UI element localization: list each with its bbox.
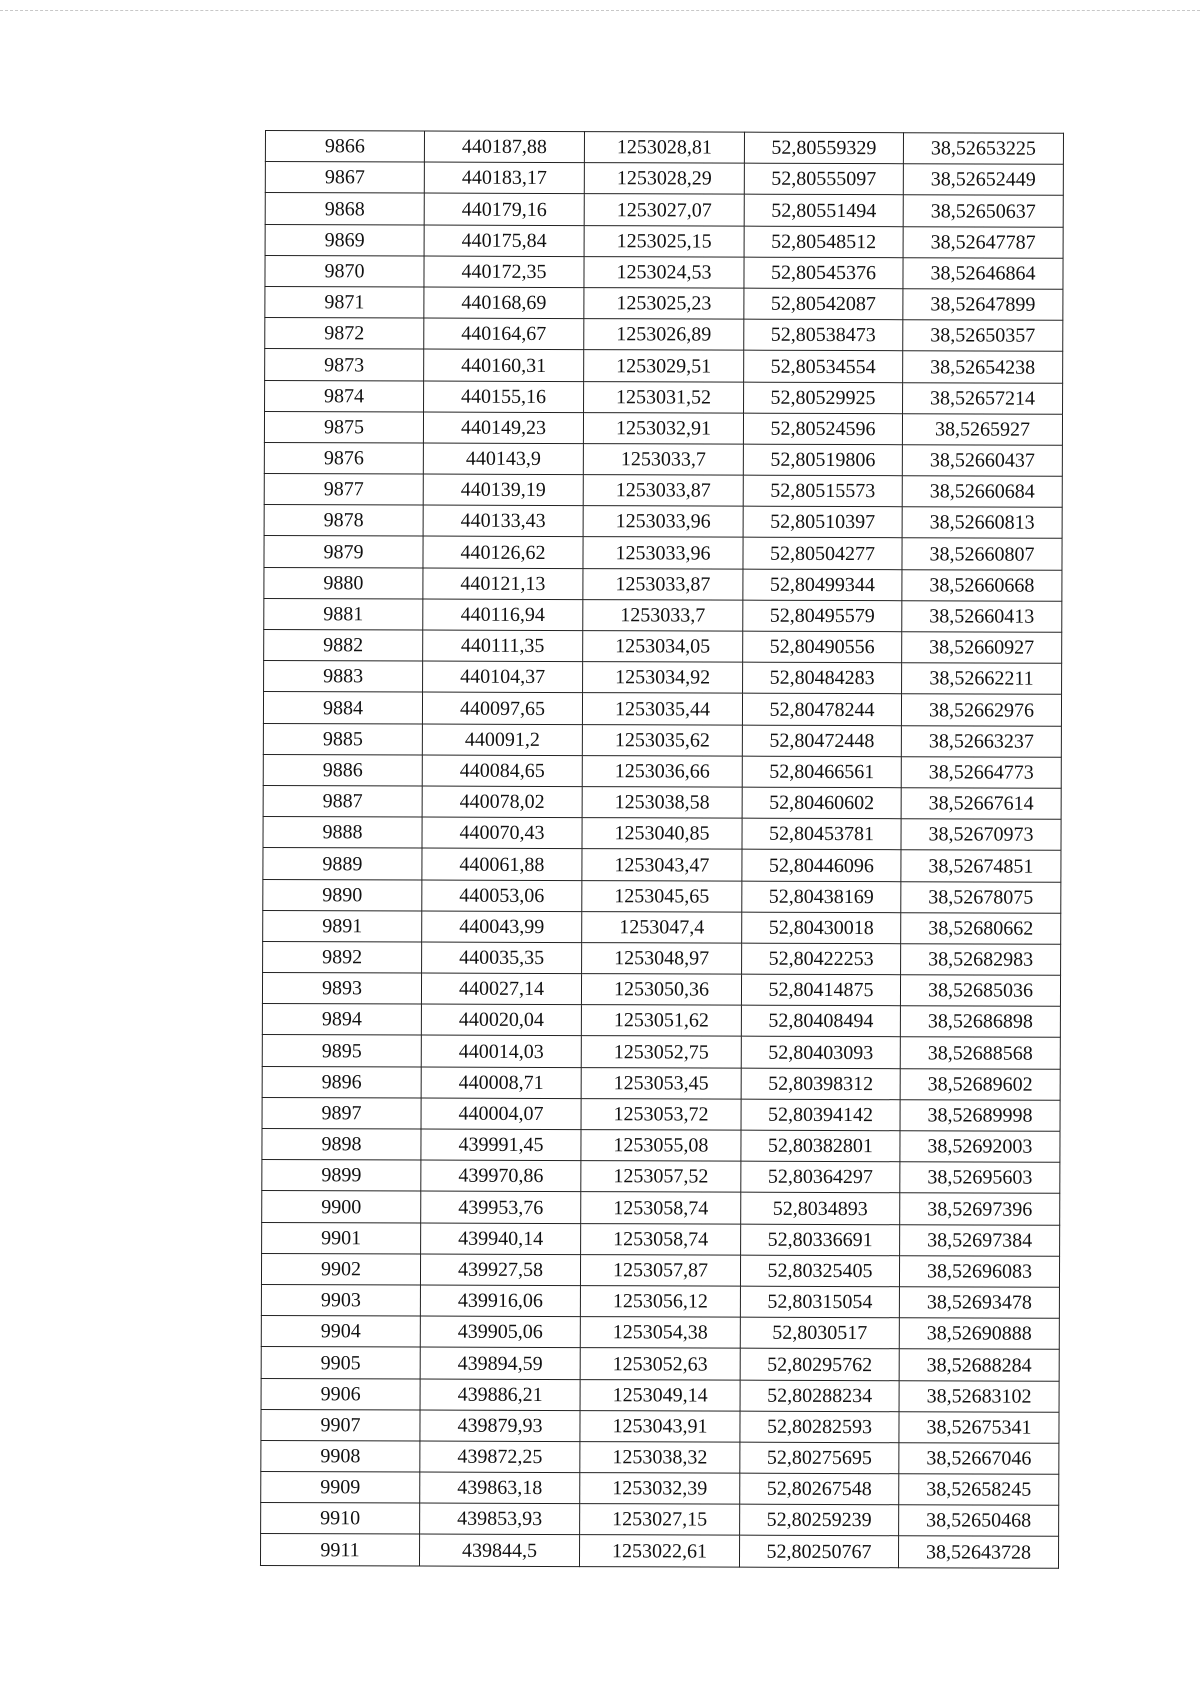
table-cell-x-coordinate: 439970,86 <box>421 1160 581 1192</box>
table-cell-latitude: 52,80446096 <box>742 849 901 881</box>
table-cell-point-number: 9888 <box>263 817 422 849</box>
table-cell-y-coordinate: 1253052,63 <box>580 1348 740 1380</box>
table-cell-point-number: 9870 <box>265 255 424 287</box>
table-cell-x-coordinate: 439894,59 <box>420 1347 580 1379</box>
table-cell-longitude: 38,52689998 <box>900 1100 1060 1132</box>
table-cell-y-coordinate: 1253045,65 <box>582 880 742 912</box>
table-row <box>262 1097 1060 1131</box>
table-cell-latitude: 52,80430018 <box>742 912 901 944</box>
table-cell-longitude: 38,52647787 <box>903 226 1063 258</box>
table-cell-point-number: 9911 <box>260 1534 419 1566</box>
table-cell-y-coordinate: 1253031,52 <box>584 381 744 413</box>
table-cell-x-coordinate: 440061,88 <box>422 848 582 880</box>
table-cell-point-number: 9866 <box>265 131 424 163</box>
table-cell-y-coordinate: 1253055,08 <box>581 1130 741 1162</box>
table-cell-y-coordinate: 1253033,96 <box>583 537 743 569</box>
table-cell-longitude: 38,52653225 <box>903 133 1063 165</box>
table-cell-x-coordinate: 439863,18 <box>420 1472 580 1504</box>
table-cell-longitude: 38,52686898 <box>900 1006 1060 1038</box>
table-cell-y-coordinate: 1253028,81 <box>584 132 744 164</box>
table-cell-longitude: 38,52650357 <box>903 320 1063 352</box>
table-cell-y-coordinate: 1253027,07 <box>584 194 744 226</box>
table-row <box>265 131 1063 165</box>
table-cell-y-coordinate: 1253040,85 <box>582 818 742 850</box>
table-cell-latitude: 52,80398312 <box>741 1068 900 1100</box>
table-row <box>265 224 1063 258</box>
table-row <box>265 349 1063 383</box>
table-cell-latitude: 52,80519806 <box>743 444 902 476</box>
table-cell-x-coordinate: 440078,02 <box>422 786 582 818</box>
table-cell-point-number: 9905 <box>261 1347 420 1379</box>
table-cell-point-number: 9891 <box>263 910 422 942</box>
table-cell-x-coordinate: 439991,45 <box>421 1129 581 1161</box>
table-cell-x-coordinate: 439953,76 <box>421 1191 581 1223</box>
table-row <box>261 1440 1059 1474</box>
table-row <box>265 162 1063 196</box>
table-cell-longitude: 38,52664773 <box>901 756 1061 788</box>
table-cell-point-number: 9885 <box>263 723 422 755</box>
table-cell-x-coordinate: 440008,71 <box>421 1067 581 1099</box>
table-row <box>263 879 1061 913</box>
table-row <box>264 442 1062 476</box>
table-cell-y-coordinate: 1253033,96 <box>583 506 743 538</box>
table-row <box>262 1128 1060 1162</box>
table-cell-latitude: 52,80534554 <box>744 350 903 382</box>
table-cell-latitude: 52,80478244 <box>742 694 901 726</box>
table-cell-latitude: 52,80250767 <box>739 1536 898 1568</box>
table-row <box>265 193 1063 227</box>
table-cell-point-number: 9907 <box>261 1409 420 1441</box>
table-cell-longitude: 38,52660437 <box>902 445 1062 477</box>
table-cell-latitude: 52,80325405 <box>740 1255 899 1287</box>
table-cell-longitude: 38,52695603 <box>900 1162 1060 1194</box>
table-row <box>263 723 1061 757</box>
table-cell-point-number: 9877 <box>264 474 423 506</box>
table-cell-x-coordinate: 440097,65 <box>422 692 582 724</box>
table-cell-point-number: 9899 <box>262 1160 421 1192</box>
table-row <box>263 754 1061 788</box>
table-cell-point-number: 9893 <box>262 973 421 1005</box>
table-cell-longitude: 38,52654238 <box>903 351 1063 383</box>
table-cell-longitude: 38,52667046 <box>899 1443 1059 1475</box>
table-cell-y-coordinate: 1253024,53 <box>584 256 744 288</box>
table-row <box>263 910 1061 944</box>
table-cell-y-coordinate: 1253051,62 <box>581 1005 741 1037</box>
table-row <box>265 286 1063 320</box>
table-cell-point-number: 9896 <box>262 1066 421 1098</box>
table-cell-x-coordinate: 439844,5 <box>419 1534 579 1566</box>
table-cell-latitude: 52,80382801 <box>741 1130 900 1162</box>
table-cell-point-number: 9868 <box>265 193 424 225</box>
table-cell-point-number: 9876 <box>264 442 423 474</box>
table-cell-latitude: 52,80453781 <box>742 818 901 850</box>
table-row <box>263 817 1061 851</box>
table-row <box>265 318 1063 352</box>
table-cell-longitude: 38,52670973 <box>901 819 1061 851</box>
table-cell-latitude: 52,80466561 <box>742 756 901 788</box>
table-cell-latitude: 52,80336691 <box>741 1224 900 1256</box>
table-cell-point-number: 9908 <box>261 1440 420 1472</box>
table-cell-x-coordinate: 439916,06 <box>420 1285 580 1317</box>
table-cell-latitude: 52,80545376 <box>744 257 903 289</box>
table-cell-y-coordinate: 1253034,05 <box>583 631 743 663</box>
table-cell-x-coordinate: 440070,43 <box>422 817 582 849</box>
table-cell-x-coordinate: 440155,16 <box>424 381 584 413</box>
table-cell-point-number: 9871 <box>265 286 424 318</box>
table-cell-x-coordinate: 440014,03 <box>421 1035 581 1067</box>
table-cell-point-number: 9904 <box>261 1316 420 1348</box>
table-cell-longitude: 38,52650637 <box>903 195 1063 227</box>
table-row <box>264 411 1062 445</box>
table-row <box>265 380 1063 414</box>
table-cell-y-coordinate: 1253033,87 <box>583 475 743 507</box>
table-cell-point-number: 9900 <box>262 1191 421 1223</box>
table-cell-x-coordinate: 440160,31 <box>424 349 584 381</box>
table-cell-latitude: 52,80538473 <box>744 319 903 351</box>
table-cell-y-coordinate: 1253022,61 <box>579 1535 739 1567</box>
table-row <box>264 505 1062 539</box>
table-cell-x-coordinate: 440168,69 <box>424 287 584 319</box>
table-row <box>264 536 1062 570</box>
table-cell-y-coordinate: 1253035,44 <box>582 693 742 725</box>
table-cell-longitude: 38,52682983 <box>901 944 1061 976</box>
table-row <box>261 1503 1059 1537</box>
table-cell-point-number: 9897 <box>262 1097 421 1129</box>
table-cell-point-number: 9894 <box>262 1004 421 1036</box>
table-cell-longitude: 38,52652449 <box>903 164 1063 196</box>
table-cell-latitude: 52,80403093 <box>741 1037 900 1069</box>
table-cell-longitude: 38,52658245 <box>899 1474 1059 1506</box>
table-cell-point-number: 9910 <box>261 1503 420 1535</box>
table-cell-latitude: 52,80484283 <box>743 662 902 694</box>
table-cell-y-coordinate: 1253043,91 <box>580 1410 740 1442</box>
table-cell-longitude: 38,52643728 <box>898 1536 1058 1568</box>
table-cell-latitude: 52,80408494 <box>741 1005 900 1037</box>
table-cell-latitude: 52,80460602 <box>742 787 901 819</box>
table-row <box>262 1191 1060 1225</box>
table-cell-point-number: 9881 <box>264 598 423 630</box>
table-cell-point-number: 9890 <box>263 879 422 911</box>
table-cell-latitude: 52,80524596 <box>743 413 902 445</box>
table-cell-point-number: 9901 <box>262 1222 421 1254</box>
table-cell-y-coordinate: 1253032,91 <box>583 412 743 444</box>
table-cell-x-coordinate: 440133,43 <box>423 505 583 537</box>
table-cell-latitude: 52,80259239 <box>740 1504 899 1536</box>
table-cell-x-coordinate: 439872,25 <box>420 1441 580 1473</box>
table-cell-latitude: 52,80472448 <box>742 725 901 757</box>
table-cell-x-coordinate: 439879,93 <box>420 1410 580 1442</box>
table-cell-x-coordinate: 440084,65 <box>422 755 582 787</box>
table-row <box>263 785 1061 819</box>
table-row <box>261 1409 1059 1443</box>
table-row <box>263 941 1061 975</box>
scan-edge-line <box>0 10 1200 11</box>
table-cell-point-number: 9872 <box>265 318 424 350</box>
table-row <box>261 1253 1059 1287</box>
table-row <box>264 598 1062 632</box>
table-cell-longitude: 38,52660927 <box>902 632 1062 664</box>
table-cell-y-coordinate: 1253033,7 <box>583 599 743 631</box>
table-cell-latitude: 52,80288234 <box>740 1380 899 1412</box>
table-cell-y-coordinate: 1253036,66 <box>582 755 742 787</box>
table-cell-y-coordinate: 1253050,36 <box>581 974 741 1006</box>
table-cell-latitude: 52,80559329 <box>744 132 903 164</box>
table-row <box>261 1378 1059 1412</box>
table-cell-point-number: 9879 <box>264 536 423 568</box>
table-cell-x-coordinate: 439853,93 <box>420 1503 580 1535</box>
table-cell-longitude: 38,52657214 <box>903 382 1063 414</box>
table-cell-y-coordinate: 1253038,32 <box>580 1441 740 1473</box>
table-cell-latitude: 52,80295762 <box>740 1348 899 1380</box>
table-cell-longitude: 38,52667614 <box>901 788 1061 820</box>
table-cell-latitude: 52,8034893 <box>741 1193 900 1225</box>
table-cell-longitude: 38,52683102 <box>899 1380 1059 1412</box>
table-cell-latitude: 52,80267548 <box>740 1473 899 1505</box>
table-cell-y-coordinate: 1253025,15 <box>584 225 744 257</box>
table-row <box>264 474 1062 508</box>
table-cell-x-coordinate: 440139,19 <box>423 474 583 506</box>
table-cell-latitude: 52,80510397 <box>743 506 902 538</box>
table-cell-longitude: 38,52692003 <box>900 1131 1060 1163</box>
table-cell-y-coordinate: 1253043,47 <box>582 849 742 881</box>
table-cell-point-number: 9880 <box>264 567 423 599</box>
table-cell-y-coordinate: 1253056,12 <box>580 1286 740 1318</box>
table-row <box>262 1160 1060 1194</box>
table-cell-y-coordinate: 1253047,4 <box>582 911 742 943</box>
table-cell-y-coordinate: 1253053,72 <box>581 1098 741 1130</box>
table-cell-point-number: 9889 <box>263 848 422 880</box>
table-cell-y-coordinate: 1253029,51 <box>584 350 744 382</box>
table-cell-x-coordinate: 439927,58 <box>420 1254 580 1286</box>
table-cell-x-coordinate: 440121,13 <box>423 568 583 600</box>
table-cell-x-coordinate: 440126,62 <box>423 536 583 568</box>
table-cell-longitude: 38,52690888 <box>899 1318 1059 1350</box>
table-cell-y-coordinate: 1253054,38 <box>580 1317 740 1349</box>
table-cell-longitude: 38,52675341 <box>899 1411 1059 1443</box>
table-cell-latitude: 52,80422253 <box>742 943 901 975</box>
table-cell-y-coordinate: 1253058,74 <box>581 1192 741 1224</box>
table-cell-y-coordinate: 1253052,75 <box>581 1036 741 1068</box>
table-cell-y-coordinate: 1253027,15 <box>580 1504 740 1536</box>
table-row <box>261 1316 1059 1350</box>
table-row <box>263 848 1061 882</box>
table-cell-longitude: 38,52685036 <box>900 975 1060 1007</box>
table-cell-y-coordinate: 1253053,45 <box>581 1067 741 1099</box>
table-cell-x-coordinate: 440091,2 <box>422 724 582 756</box>
table-cell-y-coordinate: 1253058,74 <box>581 1223 741 1255</box>
table-cell-y-coordinate: 1253038,58 <box>582 787 742 819</box>
table-cell-longitude: 38,52660684 <box>902 476 1062 508</box>
table-cell-longitude: 38,52662211 <box>902 663 1062 695</box>
table-cell-y-coordinate: 1253028,29 <box>584 163 744 195</box>
table-cell-y-coordinate: 1253034,92 <box>583 662 743 694</box>
table-row <box>262 1066 1060 1100</box>
coordinate-table-body <box>260 131 1063 1568</box>
table-cell-longitude: 38,52689602 <box>900 1068 1060 1100</box>
coordinate-table-container <box>260 130 1064 1568</box>
table-cell-x-coordinate: 440053,06 <box>422 880 582 912</box>
table-cell-latitude: 52,80529925 <box>744 382 903 414</box>
table-cell-point-number: 9909 <box>261 1472 420 1504</box>
table-cell-point-number: 9884 <box>263 692 422 724</box>
table-cell-y-coordinate: 1253026,89 <box>584 319 744 351</box>
table-cell-point-number: 9898 <box>262 1128 421 1160</box>
table-cell-latitude: 52,80495579 <box>743 600 902 632</box>
table-row <box>261 1284 1059 1318</box>
table-cell-latitude: 52,8030517 <box>740 1317 899 1349</box>
table-cell-longitude: 38,52680662 <box>901 912 1061 944</box>
table-cell-point-number: 9883 <box>264 661 423 693</box>
table-cell-y-coordinate: 1253048,97 <box>582 942 742 974</box>
table-cell-latitude: 52,80551494 <box>744 195 903 227</box>
table-cell-x-coordinate: 440027,14 <box>421 973 581 1005</box>
table-cell-x-coordinate: 439940,14 <box>421 1223 581 1255</box>
table-cell-longitude: 38,52688284 <box>899 1349 1059 1381</box>
coordinate-table <box>260 130 1064 1568</box>
table-cell-longitude: 38,52660668 <box>902 569 1062 601</box>
table-cell-x-coordinate: 440187,88 <box>424 131 584 163</box>
table-cell-x-coordinate: 440004,07 <box>421 1098 581 1130</box>
table-cell-y-coordinate: 1253057,87 <box>580 1254 740 1286</box>
table-cell-longitude: 38,52693478 <box>899 1287 1059 1319</box>
table-cell-longitude: 38,52697384 <box>900 1224 1060 1256</box>
table-cell-longitude: 38,52662976 <box>901 694 1061 726</box>
table-cell-latitude: 52,80438169 <box>742 881 901 913</box>
table-cell-latitude: 52,80515573 <box>743 475 902 507</box>
table-cell-x-coordinate: 439905,06 <box>420 1316 580 1348</box>
table-cell-x-coordinate: 440020,04 <box>421 1004 581 1036</box>
table-cell-point-number: 9887 <box>263 785 422 817</box>
table-cell-latitude: 52,80364297 <box>741 1161 900 1193</box>
table-cell-y-coordinate: 1253033,87 <box>583 568 743 600</box>
table-cell-point-number: 9867 <box>265 162 424 194</box>
table-cell-point-number: 9903 <box>261 1284 420 1316</box>
table-cell-x-coordinate: 440111,35 <box>423 630 583 662</box>
table-cell-y-coordinate: 1253025,23 <box>584 288 744 320</box>
table-cell-x-coordinate: 439886,21 <box>420 1379 580 1411</box>
table-row <box>264 567 1062 601</box>
table-cell-point-number: 9874 <box>265 380 424 412</box>
table-cell-longitude: 38,52660413 <box>902 601 1062 633</box>
table-cell-latitude: 52,80394142 <box>741 1099 900 1131</box>
table-cell-x-coordinate: 440116,94 <box>423 599 583 631</box>
table-cell-y-coordinate: 1253033,7 <box>583 443 743 475</box>
table-cell-point-number: 9892 <box>263 941 422 973</box>
table-cell-longitude: 38,52650468 <box>899 1505 1059 1537</box>
table-cell-latitude: 52,80542087 <box>744 288 903 320</box>
table-cell-y-coordinate: 1253049,14 <box>580 1379 740 1411</box>
table-cell-x-coordinate: 440172,35 <box>424 256 584 288</box>
table-cell-longitude: 38,52674851 <box>901 850 1061 882</box>
table-cell-x-coordinate: 440179,16 <box>424 193 584 225</box>
table-cell-latitude: 52,80490556 <box>743 631 902 663</box>
table-row <box>260 1534 1058 1568</box>
table-row <box>265 255 1063 289</box>
table-cell-point-number: 9875 <box>264 411 423 443</box>
table-cell-latitude: 52,80282593 <box>740 1411 899 1443</box>
table-cell-longitude: 38,52660807 <box>902 538 1062 570</box>
table-cell-latitude: 52,80414875 <box>741 974 900 1006</box>
table-row <box>262 1004 1060 1038</box>
table-cell-latitude: 52,80548512 <box>744 226 903 258</box>
table-row <box>263 692 1061 726</box>
table-cell-point-number: 9906 <box>261 1378 420 1410</box>
table-cell-x-coordinate: 440104,37 <box>423 661 583 693</box>
table-row <box>262 1035 1060 1069</box>
table-cell-latitude: 52,80315054 <box>740 1286 899 1318</box>
table-cell-y-coordinate: 1253057,52 <box>581 1161 741 1193</box>
table-cell-x-coordinate: 440175,84 <box>424 225 584 257</box>
table-cell-longitude: 38,52660813 <box>902 507 1062 539</box>
table-row <box>262 973 1060 1007</box>
table-cell-x-coordinate: 440043,99 <box>422 911 582 943</box>
table-cell-point-number: 9902 <box>261 1253 420 1285</box>
table-cell-longitude: 38,52688568 <box>900 1037 1060 1069</box>
table-cell-longitude: 38,52678075 <box>901 881 1061 913</box>
table-cell-latitude: 52,80275695 <box>740 1442 899 1474</box>
table-cell-point-number: 9886 <box>263 754 422 786</box>
table-cell-x-coordinate: 440149,23 <box>423 412 583 444</box>
table-row <box>261 1347 1059 1381</box>
table-cell-longitude: 38,52696083 <box>899 1255 1059 1287</box>
table-cell-longitude: 38,52646864 <box>903 257 1063 289</box>
table-cell-x-coordinate: 440183,17 <box>424 162 584 194</box>
table-row <box>264 629 1062 663</box>
table-cell-y-coordinate: 1253035,62 <box>582 724 742 756</box>
table-cell-point-number: 9878 <box>264 505 423 537</box>
table-cell-x-coordinate: 440035,35 <box>422 942 582 974</box>
table-row <box>261 1472 1059 1506</box>
table-cell-latitude: 52,80555097 <box>744 163 903 195</box>
table-cell-y-coordinate: 1253032,39 <box>580 1473 740 1505</box>
table-cell-point-number: 9869 <box>265 224 424 256</box>
table-cell-longitude: 38,52647899 <box>903 289 1063 321</box>
table-cell-point-number: 9873 <box>265 349 424 381</box>
table-cell-latitude: 52,80499344 <box>743 569 902 601</box>
table-cell-longitude: 38,52697396 <box>900 1193 1060 1225</box>
table-cell-longitude: 38,5265927 <box>902 413 1062 445</box>
table-cell-x-coordinate: 440164,67 <box>424 318 584 350</box>
table-row <box>262 1222 1060 1256</box>
table-cell-latitude: 52,80504277 <box>743 538 902 570</box>
table-cell-point-number: 9895 <box>262 1035 421 1067</box>
table-cell-point-number: 9882 <box>264 629 423 661</box>
table-cell-x-coordinate: 440143,9 <box>423 443 583 475</box>
table-row <box>264 661 1062 695</box>
table-cell-longitude: 38,52663237 <box>901 725 1061 757</box>
